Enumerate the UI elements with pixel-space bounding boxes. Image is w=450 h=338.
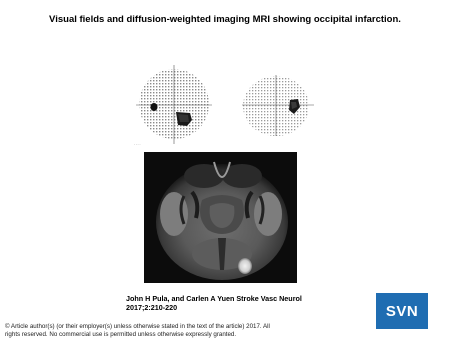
svn-logo	[376, 293, 428, 329]
copyright-line-1: © Article author(s) (or their employer(s) unless otherwise stated in the text of the article) 2017. All	[5, 323, 270, 330]
copyright-notice	[5, 323, 275, 338]
citation	[126, 294, 326, 312]
copyright-line-2: rights reserved. No commercial use is permitted unless otherwise expressly granted.	[5, 330, 237, 338]
visual-field-right-eye	[240, 72, 316, 138]
citation-authors: John H Pula, and Carlen A Yuen Stroke Vasc Neurol	[126, 294, 302, 303]
mri-dwi-image	[144, 152, 297, 283]
visual-field-left-eye	[132, 62, 214, 146]
slide-title: Visual fields and diffusion-weighted imaging MRI showing occipital infarction.	[49, 14, 401, 25]
svn-logo-text: SVN	[385, 302, 419, 320]
citation-reference: 2017;2:210-220	[126, 303, 178, 312]
svg-text:- - - -: - - - -	[134, 142, 141, 146]
